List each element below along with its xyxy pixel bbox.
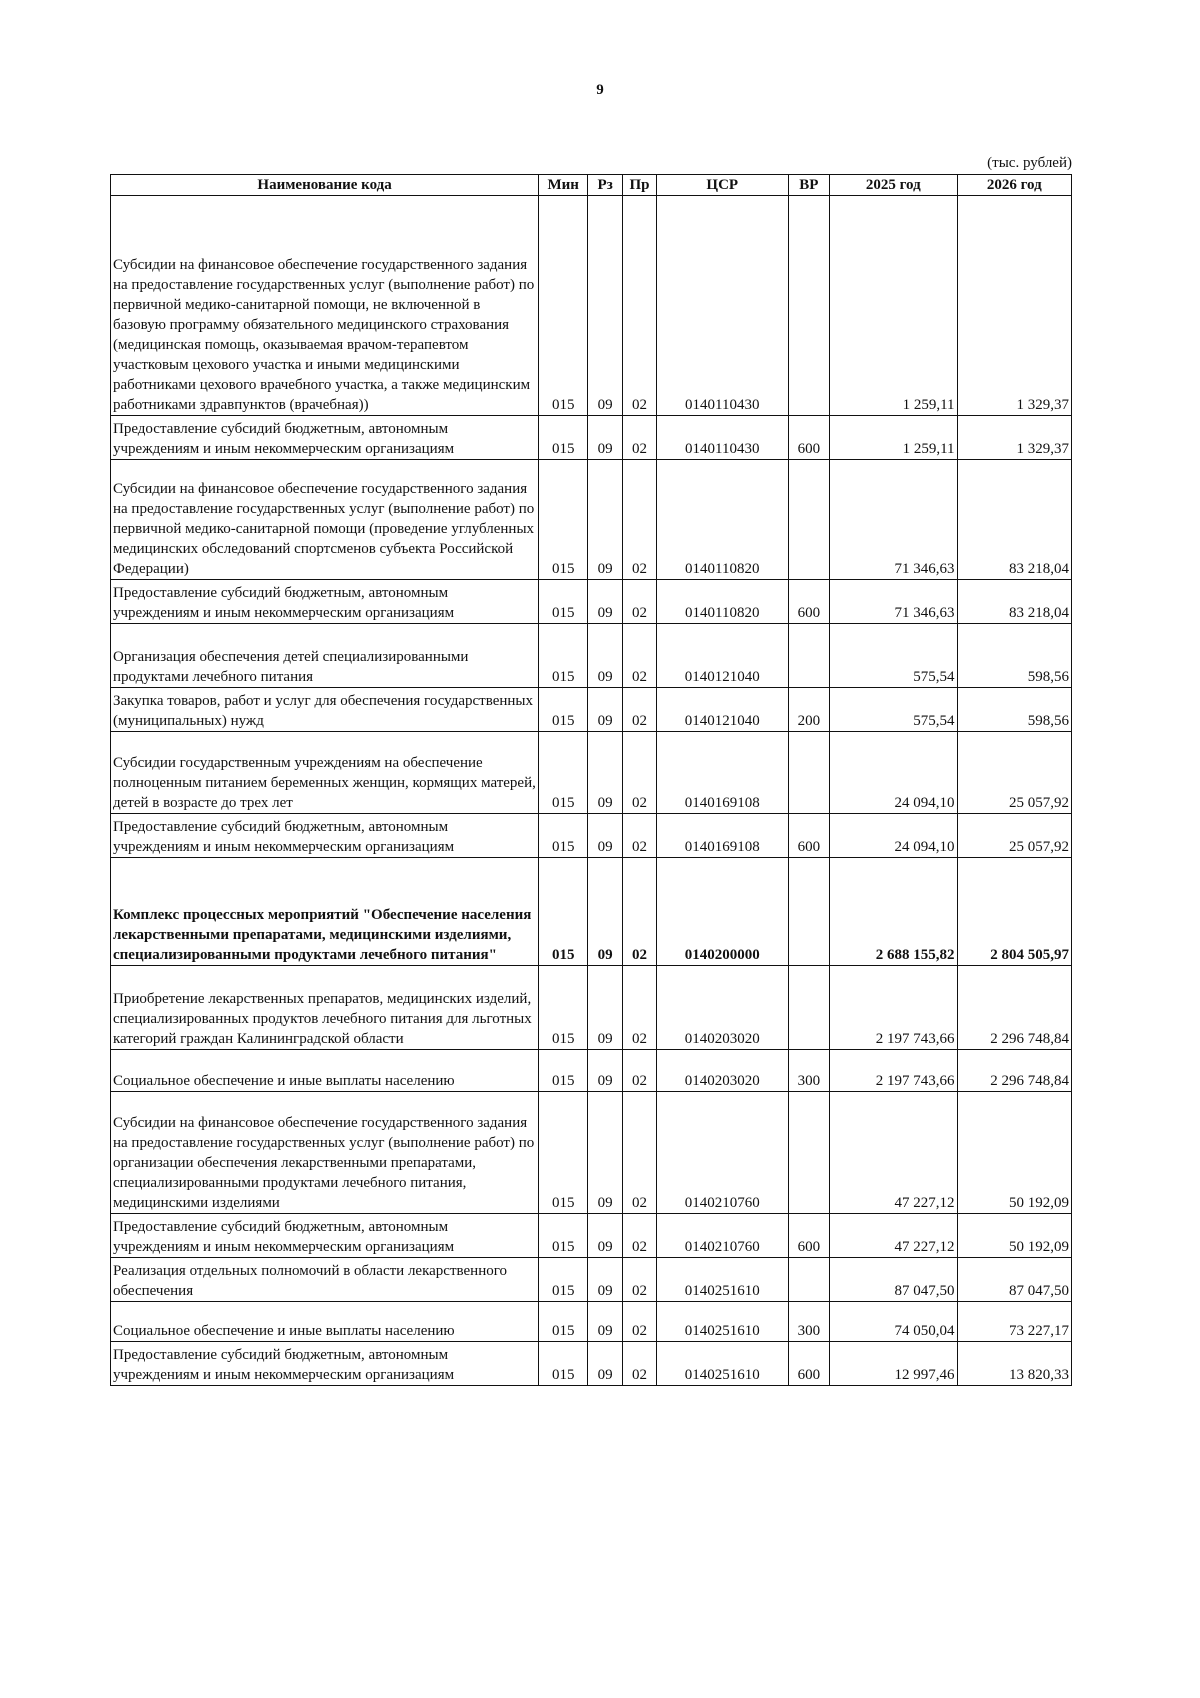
- cell-csr: 0140251610: [656, 1342, 788, 1386]
- cell-2026: 25 057,92: [957, 732, 1071, 814]
- cell-2025: 575,54: [830, 688, 957, 732]
- cell-csr: 0140210760: [656, 1092, 788, 1214]
- cell-csr: 0140203020: [656, 966, 788, 1050]
- cell-csr: 0140251610: [656, 1302, 788, 1342]
- cell-name: Предоставление субсидий бюджетным, автономным учреждениям и иным некоммерческим организациям: [111, 580, 539, 624]
- cell-2025: 1 259,11: [830, 196, 957, 416]
- cell-min: 015: [539, 1342, 588, 1386]
- cell-pr: 02: [623, 1214, 657, 1258]
- cell-pr: 02: [623, 1092, 657, 1214]
- cell-pr: 02: [623, 688, 657, 732]
- cell-rz: 09: [588, 1258, 623, 1302]
- table-row: [111, 1092, 1072, 1214]
- table-row: [111, 1302, 1072, 1342]
- cell-2026: 1 329,37: [957, 196, 1071, 416]
- table-row: [111, 416, 1072, 460]
- cell-vr: [788, 1258, 829, 1302]
- table-row: [111, 966, 1072, 1050]
- cell-pr: 02: [623, 416, 657, 460]
- cell-min: 015: [539, 416, 588, 460]
- cell-name: Социальное обеспечение и иные выплаты населению: [111, 1302, 539, 1342]
- cell-2025: 87 047,50: [830, 1258, 957, 1302]
- cell-2025: 47 227,12: [830, 1214, 957, 1258]
- cell-2026: 2 296 748,84: [957, 966, 1071, 1050]
- cell-pr: 02: [623, 1302, 657, 1342]
- table-row: [111, 858, 1072, 966]
- cell-pr: 02: [623, 858, 657, 966]
- cell-vr: 600: [788, 580, 829, 624]
- cell-name: Предоставление субсидий бюджетным, автономным учреждениям и иным некоммерческим организациям: [111, 814, 539, 858]
- cell-vr: [788, 196, 829, 416]
- header-name: Наименование кода: [111, 175, 539, 196]
- cell-csr: 0140110430: [656, 196, 788, 416]
- cell-name: Организация обеспечения детей специализированными продуктами лечебного питания: [111, 624, 539, 688]
- cell-min: 015: [539, 1258, 588, 1302]
- cell-2026: 83 218,04: [957, 460, 1071, 580]
- cell-csr: 0140200000: [656, 858, 788, 966]
- cell-rz: 09: [588, 1342, 623, 1386]
- cell-csr: 0140251610: [656, 1258, 788, 1302]
- header-pr: Пр: [623, 175, 657, 196]
- cell-name: Субсидии на финансовое обеспечение государственного задания на предоставление государственных услуг (выполнение работ) по первичной медико-санитарной помощи, не включенной в базовую программу обязательного медицинского страхования (медицинская помощь, оказываемая врачом-терапевтом участковым цехового участка и иными медицинскими работниками цехового врачебного участка, а также медицинским работниками здравпунктов (врачебная)): [111, 196, 539, 416]
- cell-pr: 02: [623, 814, 657, 858]
- cell-csr: 0140110820: [656, 460, 788, 580]
- cell-name: Социальное обеспечение и иные выплаты населению: [111, 1050, 539, 1092]
- cell-min: 015: [539, 196, 588, 416]
- cell-min: 015: [539, 1050, 588, 1092]
- cell-name: Предоставление субсидий бюджетным, автономным учреждениям и иным некоммерческим организациям: [111, 416, 539, 460]
- cell-2026: 50 192,09: [957, 1214, 1071, 1258]
- cell-rz: 09: [588, 688, 623, 732]
- cell-name: Субсидии на финансовое обеспечение государственного задания на предоставление государственных услуг (выполнение работ) по организации обеспечения лекарственными препаратами, специализированными продуктами лечебного питания, медицинскими изделиями: [111, 1092, 539, 1214]
- cell-min: 015: [539, 732, 588, 814]
- cell-vr: 300: [788, 1050, 829, 1092]
- cell-vr: [788, 1092, 829, 1214]
- cell-2025: 74 050,04: [830, 1302, 957, 1342]
- table-row: [111, 624, 1072, 688]
- cell-2026: 1 329,37: [957, 416, 1071, 460]
- table-row: [111, 580, 1072, 624]
- cell-rz: 09: [588, 1092, 623, 1214]
- cell-2025: 71 346,63: [830, 460, 957, 580]
- header-rz: Рз: [588, 175, 623, 196]
- cell-name: Субсидии на финансовое обеспечение государственного задания на предоставление государственных услуг (выполнение работ) по первичной медико-санитарной помощи (проведение углубленных медицинских обследований спортсменов субъекта Российской Федерации): [111, 460, 539, 580]
- cell-min: 015: [539, 966, 588, 1050]
- budget-table: [110, 174, 1072, 1386]
- cell-csr: 0140210760: [656, 1214, 788, 1258]
- cell-vr: 600: [788, 416, 829, 460]
- cell-vr: 300: [788, 1302, 829, 1342]
- cell-rz: 09: [588, 624, 623, 688]
- cell-name: Реализация отдельных полномочий в области лекарственного обеспечения: [111, 1258, 539, 1302]
- cell-rz: 09: [588, 814, 623, 858]
- cell-2026: 2 804 505,97: [957, 858, 1071, 966]
- cell-pr: 02: [623, 580, 657, 624]
- table-header-row: [111, 175, 1072, 196]
- cell-vr: 600: [788, 1342, 829, 1386]
- cell-rz: 09: [588, 858, 623, 966]
- cell-name: Субсидии государственным учреждениям на обеспечение полноценным питанием беременных женщин, кормящих матерей, детей в возрасте до трех лет: [111, 732, 539, 814]
- cell-rz: 09: [588, 1214, 623, 1258]
- cell-rz: 09: [588, 416, 623, 460]
- header-vr: ВР: [788, 175, 829, 196]
- cell-2025: 2 197 743,66: [830, 1050, 957, 1092]
- cell-rz: 09: [588, 460, 623, 580]
- cell-vr: [788, 966, 829, 1050]
- cell-name: Закупка товаров, работ и услуг для обеспечения государственных (муниципальных) нужд: [111, 688, 539, 732]
- cell-2025: 24 094,10: [830, 814, 957, 858]
- cell-2026: 2 296 748,84: [957, 1050, 1071, 1092]
- header-min: Мин: [539, 175, 588, 196]
- cell-vr: 200: [788, 688, 829, 732]
- cell-csr: 0140203020: [656, 1050, 788, 1092]
- cell-2025: 47 227,12: [830, 1092, 957, 1214]
- header-2026: 2026 год: [957, 175, 1071, 196]
- cell-vr: [788, 460, 829, 580]
- cell-pr: 02: [623, 732, 657, 814]
- cell-2025: 2 688 155,82: [830, 858, 957, 966]
- cell-pr: 02: [623, 1342, 657, 1386]
- cell-2026: 83 218,04: [957, 580, 1071, 624]
- cell-name: Приобретение лекарственных препаратов, медицинских изделий, специализированных продуктов лечебного питания для льготных категорий граждан Калининградской области: [111, 966, 539, 1050]
- cell-rz: 09: [588, 1302, 623, 1342]
- cell-pr: 02: [623, 196, 657, 416]
- cell-rz: 09: [588, 1050, 623, 1092]
- table-row: [111, 1342, 1072, 1386]
- cell-min: 015: [539, 688, 588, 732]
- cell-min: 015: [539, 460, 588, 580]
- cell-rz: 09: [588, 732, 623, 814]
- cell-2026: 73 227,17: [957, 1302, 1071, 1342]
- cell-min: 015: [539, 580, 588, 624]
- header-csr: ЦСР: [656, 175, 788, 196]
- units-note: (тыс. рублей): [987, 155, 1072, 171]
- header-2025: 2025 год: [830, 175, 957, 196]
- cell-min: 015: [539, 858, 588, 966]
- cell-csr: 0140169108: [656, 732, 788, 814]
- table-row: [111, 196, 1072, 416]
- cell-2026: 25 057,92: [957, 814, 1071, 858]
- cell-min: 015: [539, 624, 588, 688]
- cell-2025: 575,54: [830, 624, 957, 688]
- cell-2026: 598,56: [957, 624, 1071, 688]
- table-row: [111, 814, 1072, 858]
- cell-2025: 2 197 743,66: [830, 966, 957, 1050]
- cell-csr: 0140110820: [656, 580, 788, 624]
- cell-min: 015: [539, 1302, 588, 1342]
- cell-2026: 87 047,50: [957, 1258, 1071, 1302]
- cell-2025: 12 997,46: [830, 1342, 957, 1386]
- cell-csr: 0140169108: [656, 814, 788, 858]
- table-row: [111, 1258, 1072, 1302]
- cell-vr: 600: [788, 814, 829, 858]
- cell-rz: 09: [588, 580, 623, 624]
- cell-pr: 02: [623, 624, 657, 688]
- cell-name: Предоставление субсидий бюджетным, автономным учреждениям и иным некоммерческим организациям: [111, 1342, 539, 1386]
- cell-pr: 02: [623, 1258, 657, 1302]
- cell-csr: 0140110430: [656, 416, 788, 460]
- cell-min: 015: [539, 1214, 588, 1258]
- cell-min: 015: [539, 814, 588, 858]
- cell-min: 015: [539, 1092, 588, 1214]
- cell-pr: 02: [623, 460, 657, 580]
- cell-2025: 24 094,10: [830, 732, 957, 814]
- cell-vr: [788, 624, 829, 688]
- cell-csr: 0140121040: [656, 624, 788, 688]
- table-row: [111, 1050, 1072, 1092]
- table-row: [111, 460, 1072, 580]
- cell-csr: 0140121040: [656, 688, 788, 732]
- table-row: [111, 732, 1072, 814]
- cell-vr: [788, 858, 829, 966]
- cell-name: Комплекс процессных мероприятий "Обеспечение населения лекарственными препаратами, медицинскими изделиями, специализированными продуктами лечебного питания": [111, 858, 539, 966]
- cell-2025: 1 259,11: [830, 416, 957, 460]
- cell-2026: 50 192,09: [957, 1092, 1071, 1214]
- cell-rz: 09: [588, 966, 623, 1050]
- cell-rz: 09: [588, 196, 623, 416]
- cell-2026: 13 820,33: [957, 1342, 1071, 1386]
- cell-pr: 02: [623, 1050, 657, 1092]
- cell-pr: 02: [623, 966, 657, 1050]
- table-body: [111, 196, 1072, 1386]
- cell-2026: 598,56: [957, 688, 1071, 732]
- table-row: [111, 1214, 1072, 1258]
- page-number: 9: [596, 82, 604, 98]
- cell-vr: [788, 732, 829, 814]
- cell-2025: 71 346,63: [830, 580, 957, 624]
- cell-vr: 600: [788, 1214, 829, 1258]
- table-row: [111, 688, 1072, 732]
- cell-name: Предоставление субсидий бюджетным, автономным учреждениям и иным некоммерческим организациям: [111, 1214, 539, 1258]
